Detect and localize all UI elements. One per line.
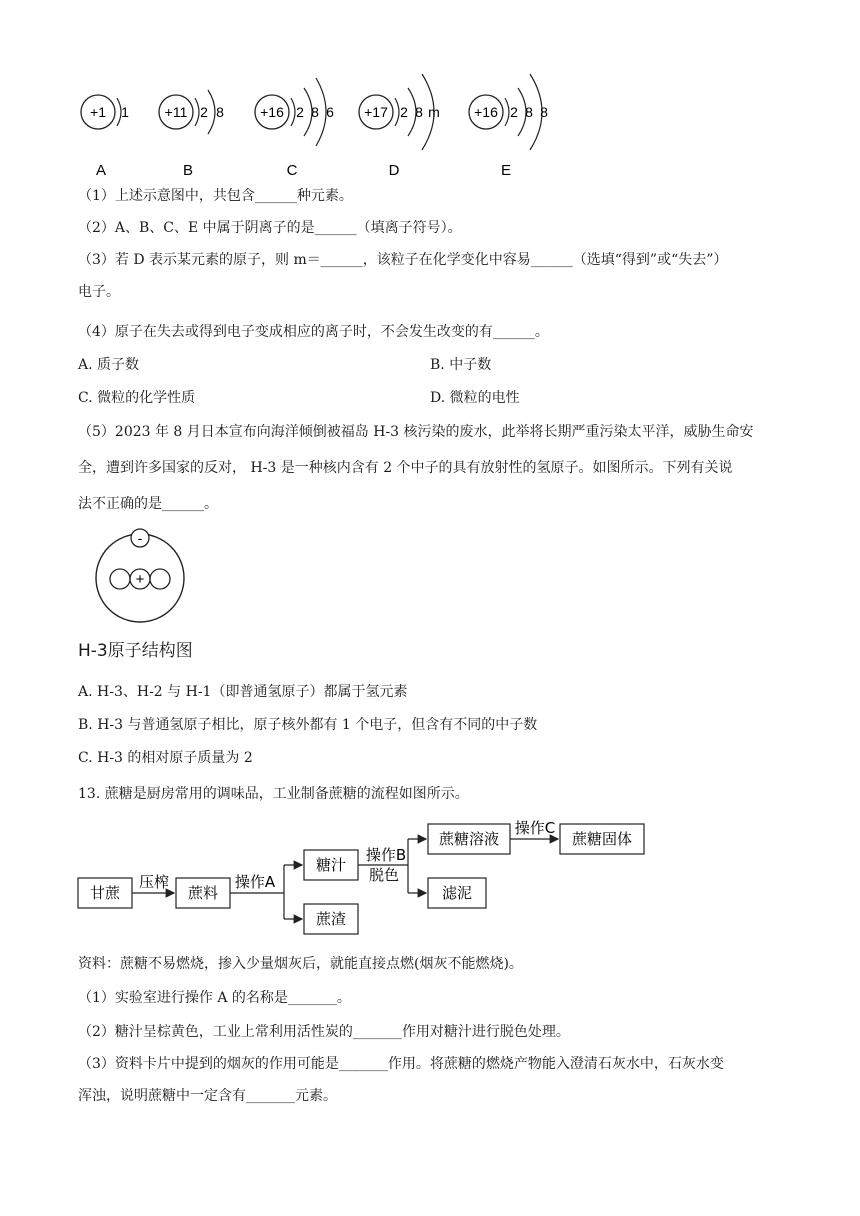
q4-option-d: D. 微粒的电性 (430, 390, 520, 406)
nucleus-b: +11 (164, 104, 188, 120)
q5-option-b: B. H-3 与普通氢原子相比，原子核外都有 1 个电子，但含有不同的中子数 (78, 717, 538, 733)
electron-sign: - (137, 530, 143, 546)
label-a: A (95, 162, 107, 179)
label-c: C (286, 162, 298, 179)
shell-c-3: 6 (326, 104, 334, 120)
nucleus-e: +16 (474, 104, 498, 120)
h3-diagram-caption: H-3原子结构图 (78, 641, 193, 661)
question-3-line-1: （3）若 D 表示某元素的原子，则 m＝______，该粒子在化学变化中容易______（选填“得到”或“失去”） (78, 252, 728, 268)
question-4: （4）原子在失去或得到电子变成相应的离子时，不会发生改变的有______。 (78, 324, 549, 340)
ziliao: 资料：蔗糖不易燃烧，掺入少量烟灰后，就能直接点燃(烟灰不能燃烧)。 (78, 956, 523, 972)
q5-option-a: A. H-3、H-2 与 H-1（即普通氢原子）都属于氢元素 (78, 684, 408, 700)
atom-diagram-c (255, 78, 334, 179)
nucleus-d: +17 (364, 104, 388, 120)
svg-text:蔗渣: 蔗渣 (315, 910, 347, 928)
question-3-line-2: 电子。 (78, 284, 120, 300)
label-b: B (182, 162, 194, 179)
sucrose-flowchart (74, 816, 654, 940)
question-13-3-line-2: 浑浊，说明蔗糖中一定含有_______元素。 (78, 1088, 337, 1104)
shell-d-1: 2 (400, 104, 408, 120)
nucleus-c: +16 (260, 104, 284, 120)
atom-diagram-a (81, 95, 129, 179)
label-op-b: 操作B (365, 846, 407, 864)
svg-text:糖汁: 糖汁 (315, 856, 347, 874)
atom-diagram-e (469, 74, 548, 179)
shell-d-3: m (428, 104, 440, 120)
q4-option-b: B. 中子数 (430, 357, 492, 373)
q4-option-a: A. 质子数 (78, 357, 140, 373)
shell-c-2: 8 (311, 104, 319, 120)
label-yazha: 压榨 (138, 873, 170, 891)
shell-d-2: 8 (415, 104, 423, 120)
question-5-line-3: 法不正确的是______。 (78, 496, 218, 512)
question-13-3-line-1: （3）资料卡片中提到的烟灰的作用可能是_______作用。将蔗糖的燃烧产物能入澄清石灰水中，石灰水变 (78, 1056, 724, 1072)
question-1: （1）上述示意图中，共包含______种元素。 (78, 188, 353, 204)
question-13-2: （2）糖汁呈棕黄色，工业上常利用活性炭的_______作用对糖汁进行脱色处理。 (78, 1024, 570, 1040)
shell-a-1: 1 (121, 104, 129, 120)
nucleus-a: +1 (90, 104, 106, 120)
svg-text:滤泥: 滤泥 (441, 884, 473, 902)
q5-option-c: C. H-3 的相对原子质量为 2 (78, 750, 253, 766)
svg-text:蔗糖固体: 蔗糖固体 (571, 830, 633, 848)
label-d: D (388, 162, 400, 179)
shell-b-1: 2 (200, 104, 208, 120)
atom-diagram-b (159, 90, 224, 179)
question-13-1: （1）实验室进行操作 A 的名称是_______。 (78, 990, 351, 1006)
atom-diagram-d (359, 74, 440, 179)
shell-e-1: 2 (510, 104, 518, 120)
shell-e-2: 8 (525, 104, 533, 120)
question-5-line-1: （5）2023 年 8 月日本宣布向海洋倾倒被福岛 H-3 核污染的废水，此举将长期严重污染太平洋，威胁生命安 (78, 424, 754, 440)
label-op-a: 操作A (234, 873, 276, 891)
question-13-title: 13. 蔗糖是厨房常用的调味品，工业制备蔗糖的流程如图所示。 (78, 786, 469, 802)
svg-text:蔗糖溶液: 蔗糖溶液 (438, 830, 500, 848)
atom-structure-diagrams (70, 62, 570, 182)
proton-sign: + (135, 571, 145, 588)
shell-c-1: 2 (296, 104, 304, 120)
shell-e-3: 8 (540, 104, 548, 120)
label-e: E (500, 162, 512, 179)
shell-b-2: 8 (216, 104, 224, 120)
label-tuose: 脱色 (368, 866, 400, 884)
svg-text:蔗料: 蔗料 (187, 884, 219, 902)
h3-atom-diagram (90, 526, 200, 632)
svg-text:甘蔗: 甘蔗 (89, 884, 121, 902)
label-op-c: 操作C (514, 819, 556, 837)
q4-option-c: C. 微粒的化学性质 (78, 390, 196, 406)
question-5-line-2: 全，遭到许多国家的反对， H-3 是一种核内含有 2 个中子的具有放射性的氢原子。如图所示。下列有关说 (78, 460, 733, 476)
question-2: （2）A、B、C、E 中属于阴离子的是______（填离子符号）。 (78, 220, 462, 236)
